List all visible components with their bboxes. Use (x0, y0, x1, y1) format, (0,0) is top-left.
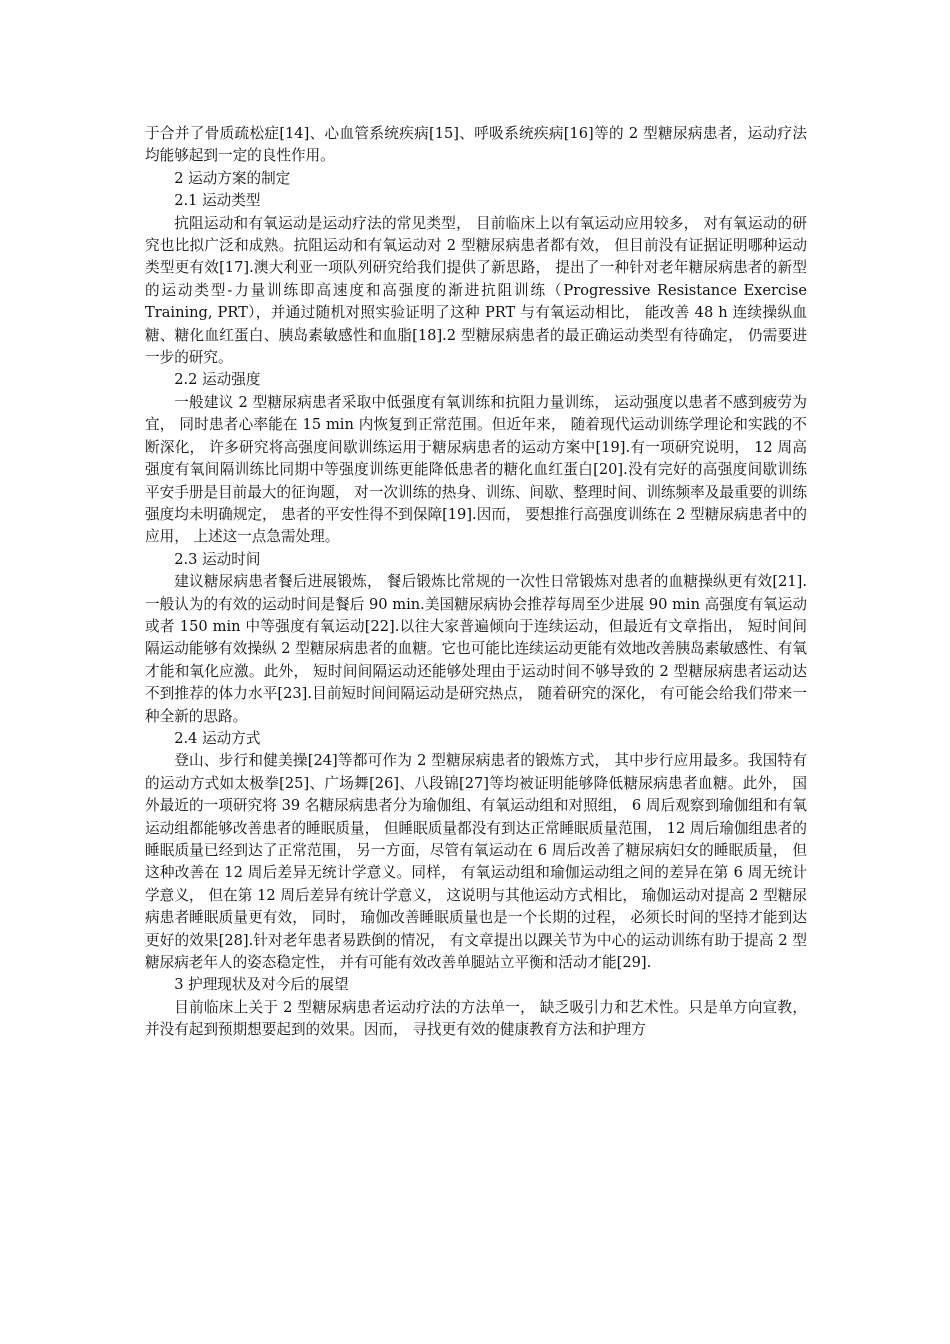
document-body (145, 123, 807, 1042)
paragraph-exercise-intensity: 一般建议 2 型糖尿病患者采取中低强度有氧训练和抗阻力量训练， 运动强度以患者不感到疲劳为宜， 同时患者心率能在 15 min 内恢复到正常范围。但近年来， 随着现代运动训练学理论和实践的不断深化， 许多研究将高强度间歇训练运用于糖尿病患者的运动方案中[19].有一项研究说明， 12 周高强度有氧间隔训练比同期中等强度训练更能降低患者的糖化血红蛋白[20].没有完好的高强度间歇训练平安手册是目前最大的征询题， 对一次训练的热身、训练、间歇、整理时间、训练频率及最重要的训练强度均未明确规定， 患者的平安性得不到保障[19].因而， 要想推行高强度训练在 2 型糖尿病患者中的应用， 上述这一点急需处理。 (145, 393, 807, 546)
section-heading-3: 3 护理现状及对今后的展望 (174, 976, 349, 994)
subsection-heading-2-1: 2.1 运动类型 (174, 192, 261, 210)
paragraph-continuation: 于合并了骨质疏松症[14]、心血管系统疾病[15]、呼吸系统疾病[16]等的 2 型糖尿病患者，运动疗法均能够起到一定的良性作用。 (145, 125, 807, 165)
paragraph-exercise-time: 建议糖尿病患者餐后进展锻炼， 餐后锻炼比常规的一次性日常锻炼对患者的血糖操纵更有效[21].一般认为的有效的运动时间是餐后 90 min.美国糖尿病协会推荐每周至少进展 90 min 高强度有氧运动或者 150 min 中等强度有氧运动[22].以往大家普遍倾向于连续运动，但最近有文章指出， 短时间间隔运动能够有效操纵 2 型糖尿病患者的血糖。它也可能比连续运动更能有效地改善胰岛素敏感性、有氧才能和氧化应激。此外， 短时间间隔运动还能够处理由于运动时间不够导致的 2 型糖尿病患者运动达不到推荐的体力水平[23].目前短时间间隔运动是研究热点， 随着研究的深化， 有可能会给我们带来一种全新的思路。 (145, 573, 807, 725)
section-heading-2: 2 运动方案的制定 (174, 169, 291, 187)
subsection-heading-2-2: 2.2 运动强度 (174, 371, 261, 389)
paragraph-exercise-type: 抗阻运动和有氧运动是运动疗法的常见类型， 目前临床上以有氧运动应用较多， 对有氧运动的研究也比拟广泛和成熟。抗阻运动和有氧运动对 2 型糖尿病患者都有效， 但目前没有证据证明哪种运动类型更有效[17].澳大利亚一项队列研究给我们提供了新思路， 提出了一种针对老年糖尿病患者的新型的运动类型-力量训练即高速度和高强度的渐进抗阻训练（Progressive Resistance Exercise Training, PRT），并通过随机对照实验证明了这种 PRT 与有氧运动相比， 能改善 48 h 连续操纵血糖、糖化血红蛋白、胰岛素敏感性和血脂[18].2 型糖尿病患者的最正确运动类型有待确定， 仍需要进一步的研究。 (145, 214, 807, 367)
paragraph-exercise-mode: 登山、步行和健美操[24]等都可作为 2 型糖尿病患者的锻炼方式， 其中步行应用最多。我国特有的运动方式如太极拳[25]、广场舞[26]、八段锦[27]等均被证明能够降低糖尿病患者血糖。此外， 国外最近的一项研究将 39 名糖尿病患者分为瑜伽组、有氧运动组和对照组， 6 周后观察到瑜伽组和有氧运动组都能够改善患者的睡眠质量， 但睡眠质量都没有到达正常睡眠质量范围， 12 周后瑜伽组患者的睡眠质量已经到达了正常范围， 另一方面，尽管有氧运动在 6 周后改善了糖尿病妇女的睡眠质量， 但这种改善在 12 周后差异无统计学意义。同样， 有氧运动组和瑜伽运动组之间的差异在第 6 周无统计学意义， 但在第 12 周后差异有统计学意义， 这说明与其他运动方式相比， 瑜伽运动对提高 2 型糖尿病患者睡眠质量更有效， 同时， 瑜伽改善睡眠质量也是一个长期的过程， 必须长时间的坚持才能到达更好的效果[28].针对老年患者易跌倒的情况， 有文章提出以踝关节为中心的运动训练有助于提高 2 型糖尿病老年人的姿态稳定性， 并有可能有效改善单腿站立平衡和活动才能[29]. (145, 752, 807, 972)
subsection-heading-2-3: 2.3 运动时间 (174, 550, 261, 568)
subsection-heading-2-4: 2.4 运动方式 (174, 729, 261, 747)
paragraph-nursing-status: 目前临床上关于 2 型糖尿病患者运动疗法的方法单一， 缺乏吸引力和艺术性。只是单方向宣教， 并没有起到预期想要起到的效果。因而， 寻找更有效的健康教育方法和护理方 (145, 998, 807, 1039)
